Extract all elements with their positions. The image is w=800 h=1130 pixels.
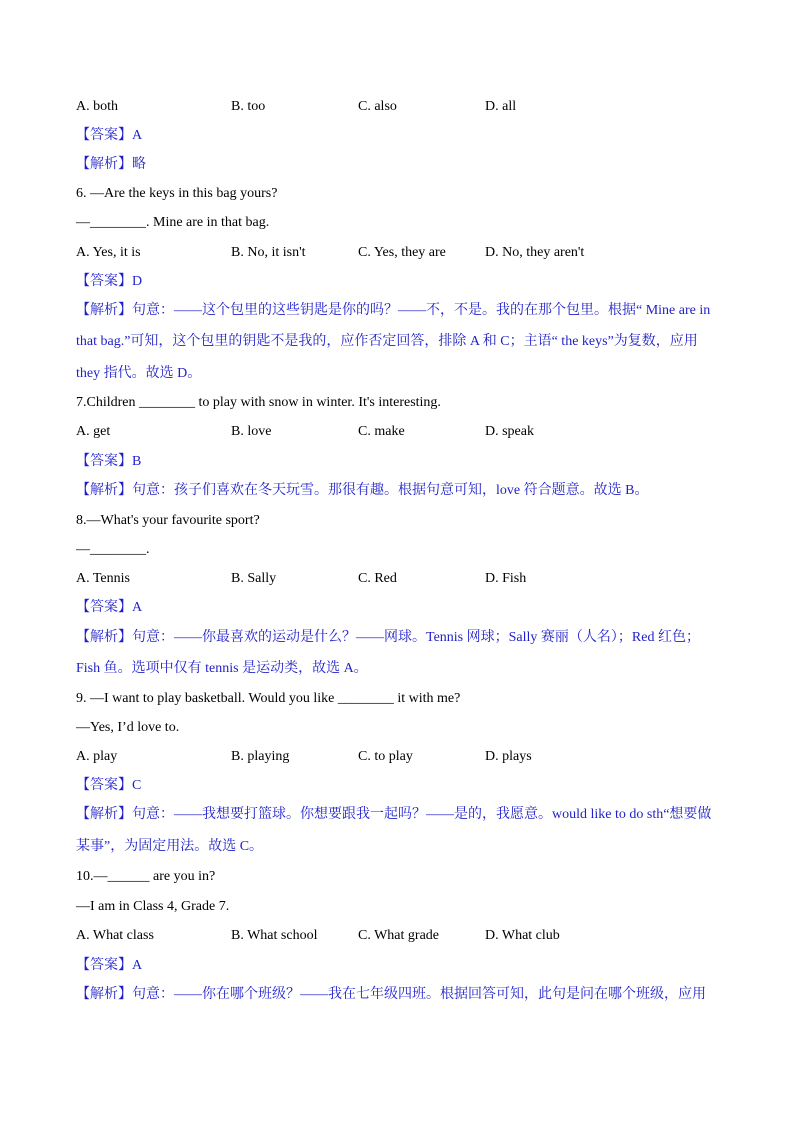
option-d: D. speak (485, 424, 534, 439)
q5-answer: 【答案】A (76, 128, 143, 143)
q6-stem-line2: —________. Mine are in that bag. (76, 215, 270, 230)
q6-analysis-line2: that bag.”可知，这个包里的钥匙不是我的，应作否定回答，排除 A 和 C；主语“ the keys”为复数，应用 (76, 334, 698, 349)
q9-answer: 【答案】C (76, 778, 142, 793)
option-b: B. What school (231, 928, 318, 943)
option-a: A. What class (76, 928, 154, 943)
option-b: B. playing (231, 749, 290, 764)
q6-analysis-line1: 【解析】句意：——这个包里的这些钥匙是你的吗？——不，不是。我的在那个包里。根据“ Mine are in (76, 303, 711, 318)
q6-stem-line1: 6. —Are the keys in this bag yours? (76, 186, 278, 201)
q10-answer: 【答案】A (76, 958, 143, 973)
option-b: B. love (231, 424, 272, 439)
q10-stem-line2: —I am in Class 4, Grade 7. (76, 899, 230, 914)
q10-analysis-line1: 【解析】句意：——你在哪个班级？——我在七年级四班。根据回答可知，此句是问在哪个班级，应用 (76, 987, 706, 1002)
q9-stem-line2: —Yes, I’d love to. (76, 720, 180, 735)
q8-stem-line2: —________. (76, 542, 150, 557)
option-c: C. to play (358, 749, 413, 764)
q8-stem-line1: 8.—What's your favourite sport? (76, 513, 260, 528)
q9-analysis-line1: 【解析】句意：——我想要打篮球。你想要跟我一起吗？——是的，我愿意。would like to do sth“想要做 (76, 807, 712, 822)
q6-answer: 【答案】D (76, 274, 143, 289)
q9-analysis-line2: 某事”，为固定用法。故选 C。 (76, 839, 264, 854)
option-d: D. No, they aren't (485, 245, 585, 260)
option-d: D. Fish (485, 571, 527, 586)
option-d: D. plays (485, 749, 532, 764)
option-c: C. make (358, 424, 405, 439)
q8-analysis-line2: Fish 鱼。选项中仅有 tennis 是运动类，故选 A。 (76, 661, 368, 676)
q6-analysis-line3: they 指代。故选 D。 (76, 366, 202, 381)
option-a: A. get (76, 424, 111, 439)
option-d: D. What club (485, 928, 560, 943)
option-b: B. Sally (231, 571, 277, 586)
option-a: A. Yes, it is (76, 245, 141, 260)
q9-stem-line1: 9. —I want to play basketball. Would you like ________ it with me? (76, 691, 461, 706)
q10-stem-line1: 10.—______ are you in? (76, 869, 216, 884)
q8-analysis-line1: 【解析】句意：——你最喜欢的运动是什么？——网球。Tennis 网球；Sally 赛丽（人名）；Red 红色； (76, 630, 700, 645)
option-c: C. also (358, 99, 397, 114)
option-c: C. Red (358, 571, 397, 586)
q7-answer: 【答案】B (76, 454, 142, 469)
option-c: C. Yes, they are (358, 245, 446, 260)
q7-analysis: 【解析】句意：孩子们喜欢在冬天玩雪。那很有趣。根据句意可知，love 符合题意。故选 B。 (76, 483, 649, 498)
option-d: D. all (485, 99, 517, 114)
option-b: B. too (231, 99, 266, 114)
q5-analysis: 【解析】略 (76, 157, 146, 172)
option-a: A. play (76, 749, 118, 764)
option-a: A. both (76, 99, 118, 114)
option-c: C. What grade (358, 928, 439, 943)
option-b: B. No, it isn't (231, 245, 306, 260)
q7-stem: 7.Children ________ to play with snow in winter. It's interesting. (76, 395, 441, 410)
q8-answer: 【答案】A (76, 600, 143, 615)
option-a: A. Tennis (76, 571, 130, 586)
